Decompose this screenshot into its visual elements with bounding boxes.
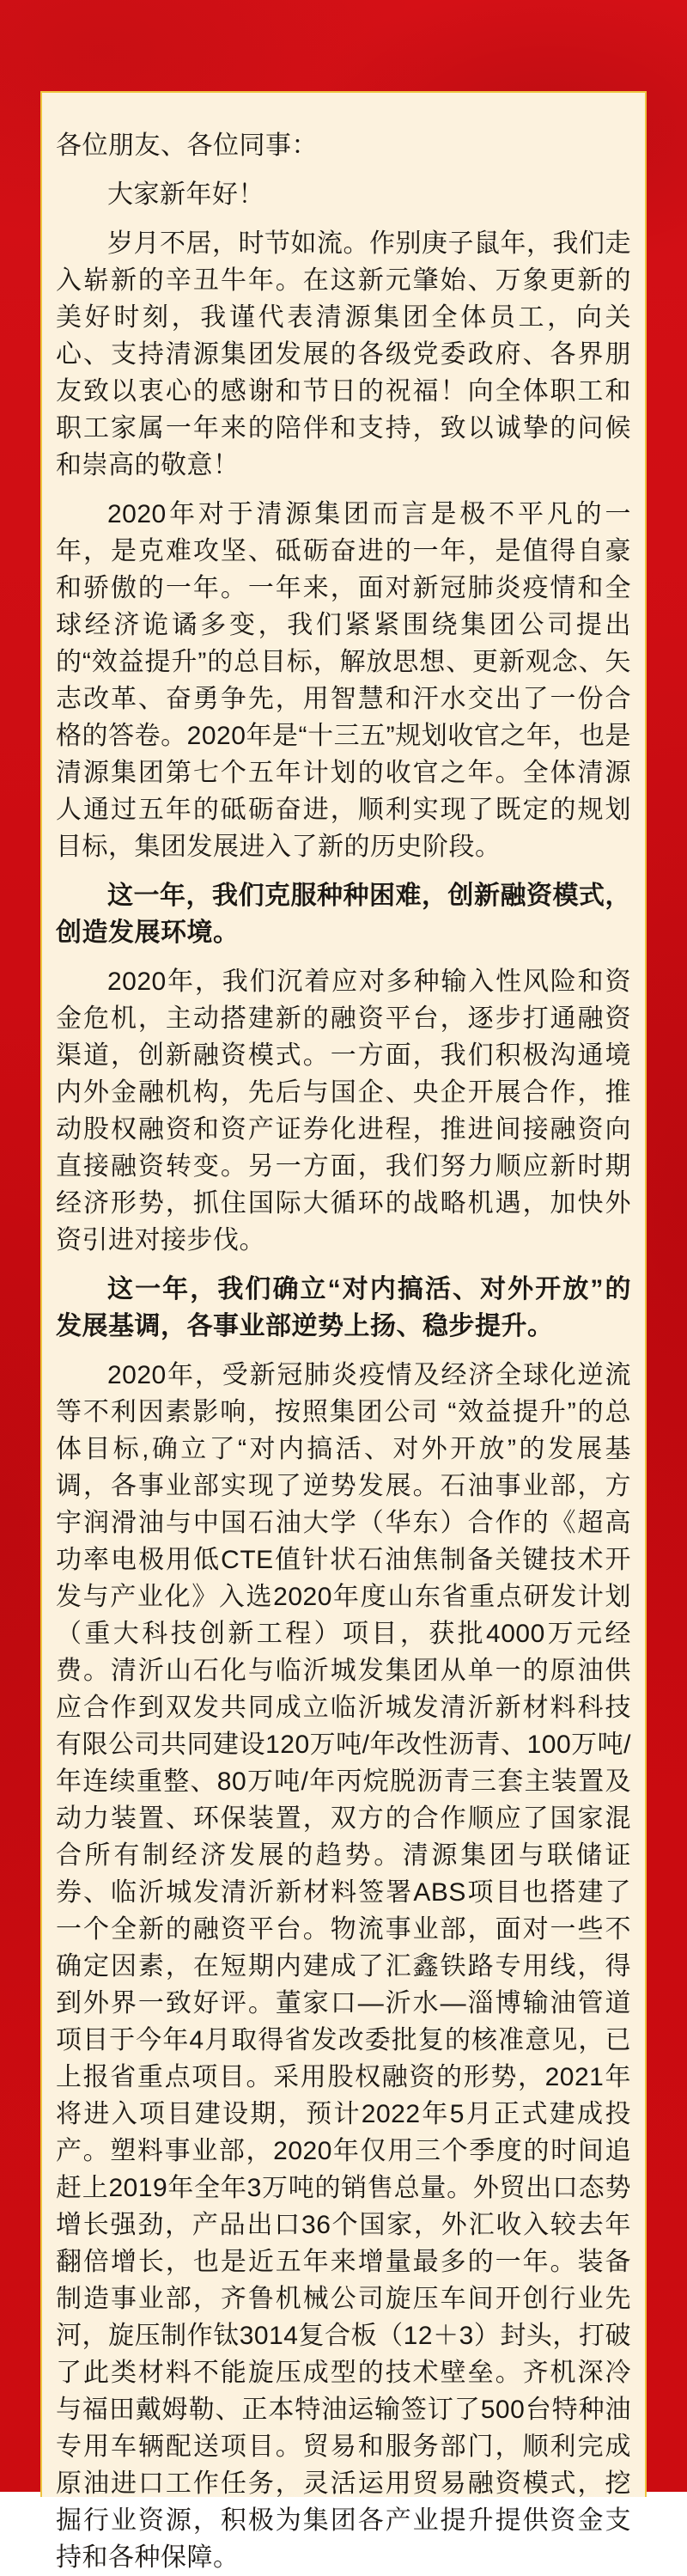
opening-paragraph: 岁月不居，时节如流。作别庚子鼠年，我们走入崭新的辛丑牛年。在这新元肇始、万象更新的美好时刻，我谨代表清源集团全体员工，向关心、支持清源集团发展的各级党委政府、各界朋友致以衷心的感谢和节日的祝福！向全体职工和职工家属一年来的陪伴和支持，致以诚挚的问候和崇高的敬意！ [56,229,631,479]
business-detail-paragraph: 2020年，受新冠肺炎疫情及经济全球化逆流等不利因素影响，按照集团公司 “效益提升”的总体目标,确立了“对内搞活、对外开放”的发展基调，各事业部实现了逆势发展。石油事业部，方宇润滑油与中国石油大学（华东）合作的《超高功率电极用低CTE值针状石油焦制备关键技术开发与产业化》入选2020年度山东省重点研发计划（重大科技创新工程）项目，获批4000万元经费。清沂山石化与临沂城发集团从单一的原油供应合作到双发共同成立临沂城发清沂新材料科技有限公司共同建设120万吨/年改性沥青、100万吨/年连续重整、80万吨/年丙烷脱沥青三套主装置及动力装置、环保装置，双方的合作顺应了国家混合所有制经济发展的趋势。清源集团与联储证券、临沂城发清沂新材料签署ABS项目也搭建了一个全新的融资平台。物流事业部，面对一些不确定因素，在短期内建成了汇鑫铁路专用线，得到外界一致好评。董家口—沂水—淄博输油管道项目于今年4月取得省发改委批复的核准意见，已上报省重点项目。采用股权融资的形势，2021年将进入项目建设期，预计2022年5月正式建成投产。塑料事业部，2020年仅用三个季度的时间追赶上2019年全年3万吨的销售总量。外贸出口态势增长强劲，产品出口36个国家，外汇收入较去年翻倍增长，也是近五年来增量最多的一年。装备制造事业部，齐鲁机械公司旋压车间开创行业先河，旋压制作钛3014复合板（12＋3）封头，打破了此类材料不能旋压成型的技术壁垒。齐机深冷与福田戴姆勒、正本特油运输签订了500台特种油专用车辆配送项目。贸易和服务部门，顺利完成原油进口工作任务，灵活运用贸易融资模式，挖掘行业资源，积极为集团各产业提升提供资金支持和各种保障。 [56,1361,631,2572]
greeting-paragraph: 大家新年好！ [107,180,264,209]
year-review-paragraph: 2020年对于清源集团而言是极不平凡的一年，是克难攻坚、砥砺奋进的一年，是值得自豪和骄傲的一年。一年来，面对新冠肺炎疫情和全球经济诡谲多变，我们紧紧围绕集团公司提出的“效益提升”的总目标，解放思想、更新观念、矢志改革、奋勇争先，用智慧和汗水交出了一份合格的答卷。2020年是“十三五”规划收官之年，也是清源集团第七个五年计划的收官之年。全体清源人通过五年的砥砺奋进，顺利实现了既定的规划目标，集团发展进入了新的历史阶段。 [56,500,631,861]
salutation: 各位朋友、各位同事： [56,131,318,160]
highlight-business-paragraph: 这一年，我们确立“对内搞活、对外开放”的发展基调，各事业部逆势上扬、稳步提升。 [56,1275,631,1340]
letter-card [40,91,647,2572]
finance-detail-paragraph: 2020年，我们沉着应对多种输入性风险和资金危机，主动搭建新的融资平台，逐步打通融资渠道，创新融资模式。一方面，我们积极沟通境内外金融机构，先后与国企、央企开展合作，推动股权融资和资产证券化进程，推进间接融资向直接融资转变。另一方面，我们努力顺应新时期经济形势，抓住国际大循环的战略机遇，加快外资引进对接步伐。 [56,968,631,1254]
highlight-finance-paragraph: 这一年，我们克服种种困难，创新融资模式，创造发展环境。 [56,882,631,947]
